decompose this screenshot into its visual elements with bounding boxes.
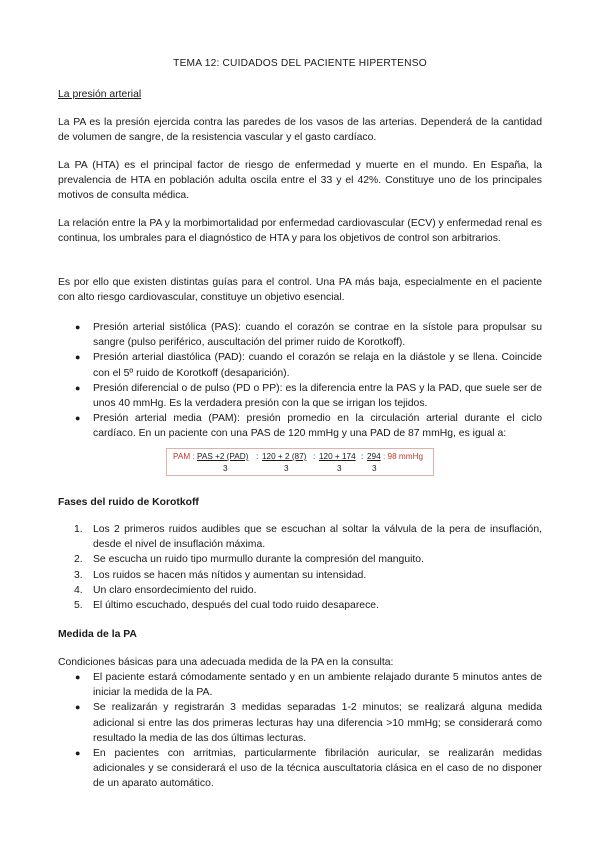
formula-separator: :	[361, 452, 364, 461]
korotkoff-phases-list	[58, 522, 542, 613]
list-number: 1.	[74, 524, 83, 535]
section-heading-korotkoff: Fases del ruido de Korotkoff	[58, 497, 199, 508]
pressure-types-list	[58, 320, 542, 442]
formula-denominator: 3	[223, 464, 228, 473]
formula-denominator: 3	[372, 464, 377, 473]
page-title: TEMA 12: CUIDADOS DEL PACIENTE HIPERTENSO	[173, 58, 427, 69]
bullet-icon: ●	[75, 322, 81, 332]
bullet-icon: ●	[75, 748, 81, 759]
formula-result: : 98 mmHg	[383, 452, 424, 461]
bullet-icon: ●	[75, 672, 81, 682]
measurement-conditions-list	[58, 670, 542, 792]
formula-term: 294	[367, 452, 381, 461]
list-item: ● Presión arterial sistólica (PAS): cuando el corazón se contrae en la sístole para propulsar su sangre (pulso periférico, auscultación del primer ruido de Korotkoff).	[75, 322, 542, 349]
paragraph: La PA es la presión ejercida contra las paredes de los vasos de las arterias. Dependerá de la cantidad de volumen de sangre, de la resistencia vascular y el gasto cardíaco.	[58, 117, 542, 144]
list-item: 5. El último escuchado, después del cual todo ruido desaparece.	[58, 598, 542, 613]
paragraph: Es por ello que existen distintas guías para el control. Una PA más baja, especialmente en el paciente con alto riesgo cardiovascular, constituye un objetivo esencial.	[58, 277, 542, 304]
list-number: 2.	[74, 554, 83, 566]
list-item: ● En pacientes con arritmias, particularmente fibrilación auricular, se realizarán medidas adicionales y se considerará el uso de la técnica auscultatoria clásica en el caso de no disponer de un aparato automático.	[75, 748, 542, 790]
formula-term: PAS +2 (PAD)	[197, 452, 249, 461]
formula-term: 120 + 174	[319, 452, 356, 461]
paragraph: La PA (HTA) es el principal factor de riesgo de enfermedad y muerte en el mundo. En España, la prevalencia de HTA en población adulta oscila entre el 33 y el 42%. Constituye uno de los principales motivos de consulta médica.	[58, 160, 542, 202]
list-number: 4.	[74, 584, 83, 596]
formula-term: 120 + 2 (87)	[262, 452, 307, 461]
list-item: ● Presión arterial diastólica (PAD): cuando el corazón se relaja en la diástole y se llena. Coincide con el 5º ruido de Korotkoff (desaparición).	[75, 352, 542, 379]
formula-lhs: PAM :	[173, 452, 195, 461]
formula-denominator: 3	[284, 464, 289, 473]
bullet-icon: ●	[75, 702, 81, 713]
list-item: ● Se realizarán y registrarán 3 medidas separadas 1-2 minutos; se realizará alguna medida adicional si entre las dos primeras lecturas hay una diferencia >10 mmHg; se considerará como resultado la media de las dos últimas lecturas.	[75, 702, 542, 744]
list-number: 3.	[74, 569, 83, 581]
list-item: ● El paciente estará cómodamente sentado y en un ambiente relajado durante 5 minutos antes de iniciar la medida de la PA.	[75, 672, 542, 699]
formula-denominator: 3	[337, 464, 342, 473]
formula-separator: :	[313, 452, 316, 461]
formula-separator: :	[256, 452, 259, 461]
list-item: 3. Los ruidos se hacen más nítidos y aumentan su intensidad.	[58, 568, 542, 583]
bullet-icon: ●	[75, 382, 81, 393]
paragraph: Condiciones básicas para una adecuada medida de la PA en la consulta:	[58, 657, 394, 668]
list-number: 5.	[74, 600, 83, 612]
pam-formula-box	[166, 448, 434, 476]
section-heading-medida-pa: Medida de la PA	[58, 629, 137, 640]
list-item: ● Presión diferencial o de pulso (PD o PP): es la diferencia entre la PAS y la PAD, que suele ser de unos 40 mmHg. Es la verdadera presión con la que se irrigan los tejidos.	[75, 382, 542, 410]
bullet-icon: ●	[75, 352, 81, 363]
list-item: ● Presión arterial media (PAM): presión promedio en la circulación arterial durante el ciclo cardíaco. En un paciente con una PAS de 120 mmHg y una PAD de 87 mmHg, es igual a:	[75, 413, 542, 440]
list-item: 1. Los 2 primeros ruidos audibles que se escuchan al soltar la válvula de la pera de insuflación, desde el nivel de insuflación máxima.	[74, 524, 542, 551]
bullet-icon: ●	[75, 413, 81, 424]
paragraph: La relación entre la PA y la morbimortalidad por enfermedad cardiovascular (ECV) y enfermedad renal es continua, los umbrales para el diagnóstico de HTA y para los objetivos de control son arbitrarios.	[58, 218, 542, 245]
section-heading-presion-arterial: La presión arterial	[58, 89, 142, 100]
list-item: 4. Un claro ensordecimiento del ruido.	[58, 583, 542, 598]
list-item: 2. Se escucha un ruido tipo murmullo durante la compresión del manguito.	[58, 552, 542, 567]
